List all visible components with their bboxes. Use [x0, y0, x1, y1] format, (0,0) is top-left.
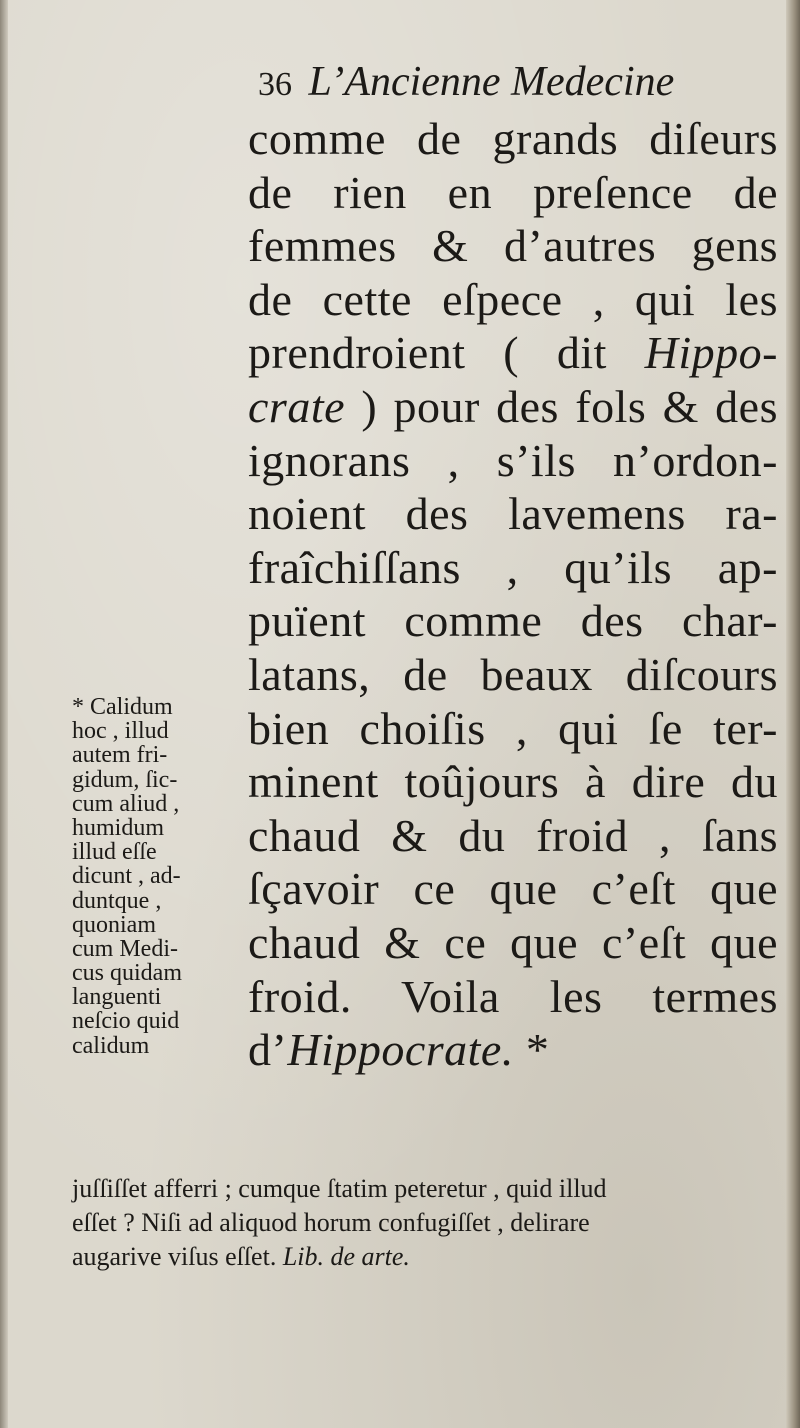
margin-note-line: humidum	[72, 814, 165, 841]
text-line	[248, 112, 778, 166]
footnote-line	[72, 1206, 772, 1240]
page-number: 36	[258, 66, 292, 103]
text-segment: puïent comme des char-	[248, 595, 778, 647]
text-segment: de cette eſpece , qui les	[248, 273, 778, 325]
text-segment: comme de grands diſeurs	[248, 113, 778, 164]
margin-note-line: illud eſſe	[72, 839, 157, 866]
text-segment: d’	[248, 1024, 288, 1076]
text-line	[248, 755, 778, 809]
margin-note-line: quoniam	[72, 911, 156, 938]
margin-note	[72, 695, 244, 1058]
text-segment: *	[513, 1024, 550, 1076]
text-line	[248, 434, 778, 488]
margin-note-line: cus quidam	[72, 960, 182, 987]
text-segment: augarive viſus eſſet.	[72, 1242, 283, 1271]
text-line	[248, 380, 778, 434]
text-line	[248, 916, 778, 970]
text-segment: bien choiſis , qui ſe ter-	[248, 702, 778, 754]
text-line	[248, 487, 778, 541]
text-segment: femmes & d’autres gens	[248, 220, 778, 272]
margin-note-line: cum aliud ,	[72, 790, 180, 817]
margin-note-line: autem fri-	[72, 742, 168, 769]
page-edge-shadow	[786, 0, 800, 1428]
text-segment: noient des lavemens ra-	[248, 488, 778, 540]
page-gutter-shadow	[0, 0, 8, 1428]
text-line	[248, 648, 778, 702]
text-segment: ignorans , s’ils n’ordon-	[248, 434, 778, 486]
margin-note-line: duntque ,	[72, 887, 162, 914]
footnote-line	[72, 1172, 772, 1206]
text-segment: ſçavoir ce que c’eſt que	[248, 863, 778, 915]
text-segment: de rien en preſence de	[248, 166, 778, 218]
text-segment: juſſiſſet afferri ; cumque ſtatim peteretur , quid illud	[72, 1174, 607, 1203]
text-segment: chaud & du froid , ſans	[248, 809, 778, 861]
text-line	[248, 1023, 778, 1077]
text-line	[248, 166, 778, 220]
margin-note-line: dicunt , ad-	[72, 863, 181, 890]
text-line	[248, 970, 778, 1024]
running-head	[258, 58, 674, 109]
margin-note-line: languenti	[72, 984, 162, 1011]
margin-note-line: * Calidum	[72, 694, 173, 720]
text-segment: fraîchiſſans , qu’ils ap-	[248, 541, 778, 593]
italic-text: Hippo-	[644, 327, 778, 379]
running-head-title: L’Ancienne Medecine	[308, 59, 675, 105]
main-text-block	[248, 112, 778, 1077]
text-line	[248, 219, 778, 273]
text-line	[248, 862, 778, 916]
italic-text: crate	[248, 380, 346, 432]
text-segment: minent toûjours à dire du	[248, 756, 778, 808]
italic-text: Hippocrate.	[287, 1024, 514, 1076]
text-segment: froid. Voila les termes	[248, 970, 778, 1022]
margin-note-line: cum Medi-	[72, 935, 178, 962]
text-segment: ) pour des fols & des	[345, 380, 778, 432]
text-line	[248, 326, 778, 380]
margin-note-line: calidum	[72, 1032, 150, 1059]
margin-note-line: hoc , illud	[72, 718, 169, 745]
text-line	[248, 702, 778, 756]
margin-note-line: gidum, ſic-	[72, 766, 178, 793]
text-line	[248, 273, 778, 327]
margin-note-line: neſcio quid	[72, 1008, 180, 1035]
citation-text: Lib. de arte.	[282, 1242, 410, 1271]
text-segment: prendroient ( dit	[248, 327, 645, 379]
text-segment: latans, de beaux diſcours	[248, 648, 778, 700]
footnote-line	[72, 1240, 772, 1274]
text-segment: chaud & ce que c’eſt que	[248, 916, 778, 968]
text-segment: eſſet ? Niſi ad aliquod horum confugiſſet , delirare	[72, 1208, 590, 1237]
footnote-block	[72, 1172, 772, 1274]
text-line	[248, 809, 778, 863]
text-line	[248, 541, 778, 595]
text-line	[248, 594, 778, 648]
